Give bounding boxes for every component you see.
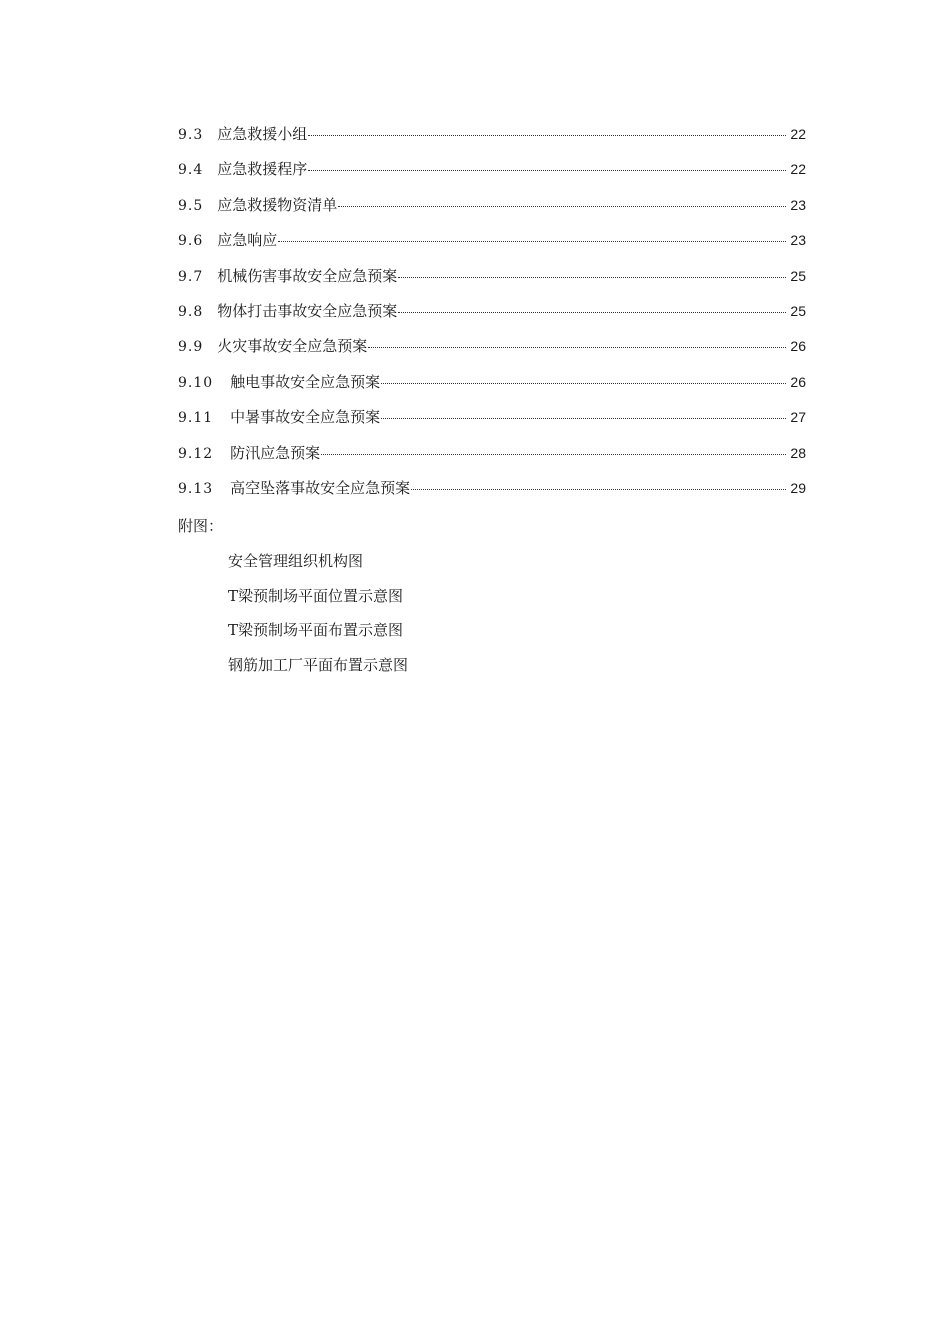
toc-entry-title: 应急救援小组 — [217, 125, 308, 143]
toc-entry[interactable] — [178, 372, 806, 407]
appendix-figure-item[interactable]: T梁预制场平面位置示意图 — [228, 586, 404, 605]
toc-entry[interactable] — [178, 195, 806, 230]
toc-dot-leader — [308, 135, 786, 136]
toc-entry-page: 27 — [790, 409, 806, 426]
toc-dot-leader — [338, 206, 786, 207]
toc-entry-number: 9.13 — [178, 480, 214, 497]
toc-entry-number: 9.5 — [178, 197, 204, 214]
toc-entry-number: 9.10 — [178, 374, 214, 391]
toc-entry-page: 29 — [790, 479, 806, 496]
toc-entry[interactable] — [178, 301, 806, 336]
toc-entry-page: 25 — [790, 302, 806, 319]
appendix-figure-item[interactable]: 安全管理组织机构图 — [228, 552, 364, 570]
toc-entry-title: 应急响应 — [217, 231, 278, 250]
toc-entry[interactable] — [178, 230, 806, 265]
toc-entry-page: 28 — [790, 444, 806, 461]
toc-entry-title: 触电事故安全应急预案 — [230, 372, 381, 391]
toc-entry-number: 9.3 — [178, 127, 204, 143]
toc-entry-number: 9.8 — [178, 303, 204, 320]
appendix-figure-list — [228, 551, 408, 689]
appendix-heading: 附图： — [178, 517, 224, 535]
table-of-contents — [178, 124, 806, 513]
toc-dot-leader — [398, 312, 786, 313]
toc-dot-leader — [308, 170, 786, 171]
toc-dot-leader — [381, 383, 786, 384]
toc-entry-number: 9.6 — [178, 233, 204, 250]
appendix-figure-item[interactable]: T梁预制场平面布置示意图 — [228, 621, 404, 639]
toc-entry[interactable] — [178, 124, 806, 159]
toc-entry-title: 防汛应急预案 — [230, 443, 321, 462]
toc-dot-leader — [411, 489, 786, 490]
toc-entry-title: 中暑事故安全应急预案 — [230, 408, 381, 427]
toc-dot-leader — [278, 241, 786, 242]
toc-entry-number: 9.11 — [178, 410, 214, 427]
toc-entry[interactable] — [178, 159, 806, 194]
toc-entry-page: 23 — [790, 232, 806, 249]
toc-entry-title: 应急救援物资清单 — [217, 195, 338, 214]
toc-entry-title: 火灾事故安全应急预案 — [217, 337, 368, 356]
toc-entry-title: 机械伤害事故安全应急预案 — [217, 266, 398, 285]
toc-entry-page: 22 — [790, 126, 806, 142]
toc-entry-number: 9.9 — [178, 339, 204, 356]
toc-entry-page: 22 — [790, 161, 806, 178]
toc-dot-leader — [321, 454, 786, 455]
toc-entry-number: 9.7 — [178, 268, 204, 285]
toc-entry-page: 26 — [790, 338, 806, 355]
toc-entry-page: 25 — [790, 267, 806, 284]
toc-entry-title: 物体打击事故安全应急预案 — [217, 301, 398, 320]
toc-entry-number: 9.4 — [178, 162, 204, 179]
toc-dot-leader — [368, 347, 786, 348]
toc-entry[interactable] — [178, 336, 806, 371]
appendix-figure-item[interactable]: 钢筋加工厂平面布置示意图 — [228, 655, 409, 674]
toc-entry[interactable] — [178, 266, 806, 301]
toc-dot-leader — [398, 277, 786, 278]
toc-entry-number: 9.12 — [178, 445, 214, 462]
toc-dot-leader — [381, 418, 786, 419]
toc-entry-page: 26 — [790, 373, 806, 390]
toc-entry-title: 应急救援程序 — [217, 160, 308, 179]
toc-entry-title: 高空坠落事故安全应急预案 — [230, 478, 411, 497]
toc-entry-page: 23 — [790, 196, 806, 213]
toc-entry[interactable] — [178, 443, 806, 478]
toc-entry[interactable] — [178, 478, 806, 513]
toc-entry[interactable] — [178, 407, 806, 442]
